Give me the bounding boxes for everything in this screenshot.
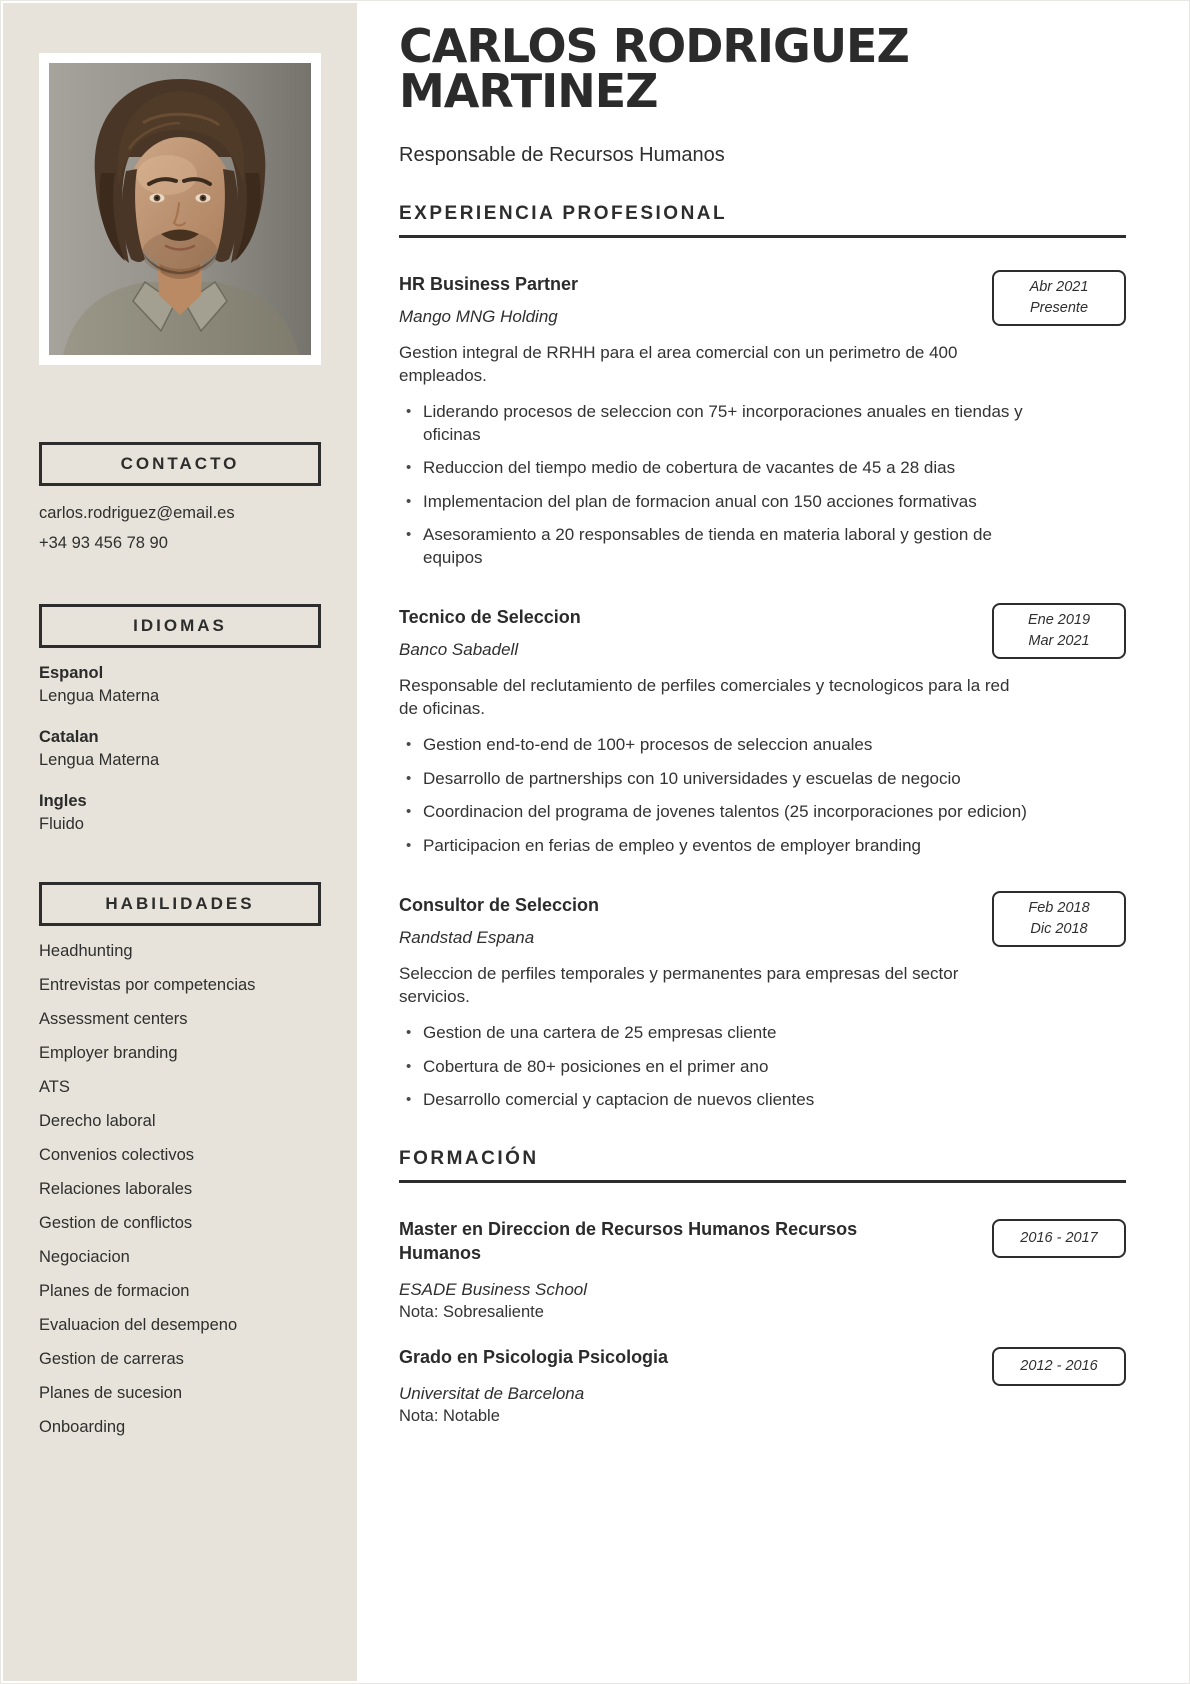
- education-grade: Nota: Sobresaliente: [399, 1302, 544, 1321]
- job-entry: [399, 272, 1126, 569]
- contact-info: [39, 498, 321, 558]
- date-start: Feb 2018: [1028, 900, 1090, 916]
- skill-item: Negociacion: [39, 1248, 130, 1266]
- date-badge: [992, 1219, 1126, 1258]
- languages-heading-box: [39, 604, 321, 648]
- job-title: Consultor de Seleccion: [399, 895, 600, 915]
- date-badge: [992, 1347, 1126, 1386]
- contact-heading: CONTACTO: [120, 454, 240, 473]
- skill-item: Planes de formacion: [39, 1282, 190, 1300]
- skills-list: [39, 940, 321, 1438]
- education-grade: Nota: Notable: [399, 1406, 500, 1425]
- skill-item: Convenios colectivos: [39, 1146, 194, 1164]
- job-title: Tecnico de Seleccion: [399, 607, 581, 627]
- skill-item: Relaciones laborales: [39, 1180, 193, 1198]
- job-bullets: [399, 1022, 1029, 1112]
- job-bullet: • Desarrollo comercial y captacion de nuevos clientes: [399, 1089, 1029, 1112]
- skill-item: Entrevistas por competencias: [39, 976, 256, 994]
- education-school: ESADE Business School: [399, 1279, 588, 1299]
- date-end: Presente: [1029, 300, 1089, 316]
- skill-item: Gestion de carreras: [39, 1350, 184, 1368]
- language-name: Ingles: [39, 792, 87, 810]
- skill-item: Planes de sucesion: [39, 1384, 183, 1402]
- education-school: Universitat de Barcelona: [399, 1383, 585, 1403]
- skills-heading: HABILIDADES: [105, 894, 255, 913]
- job-company: Randstad Espana: [399, 928, 535, 947]
- job-entry: [399, 605, 1126, 857]
- experience-section-heading: EXPERIENCIA PROFESIONAL: [399, 203, 1126, 238]
- date-badge: [992, 891, 1126, 947]
- date-range: 2016 - 2017: [1020, 1229, 1098, 1246]
- date-start: Abr 2021: [1029, 279, 1089, 295]
- languages-list: [39, 662, 321, 836]
- education-title: Master en Direccion de Recursos Humanos Recursos Humanos: [399, 1218, 858, 1263]
- language-level: Lengua Materna: [39, 687, 160, 705]
- education-entry: [399, 1217, 1126, 1323]
- job-summary: Seleccion de perfiles temporales y permanentes para empresas del sector servicios.: [399, 964, 959, 1006]
- skill-item: Onboarding: [39, 1418, 126, 1436]
- job-bullet: • Cobertura de 80+ posiciones en el primer ano: [399, 1056, 1029, 1079]
- education-section-heading: FORMACIÓN: [399, 1148, 1126, 1183]
- language-level: Lengua Materna: [39, 751, 160, 769]
- skill-item: Evaluacion del desempeno: [39, 1316, 238, 1334]
- job-bullet: • Gestion de una cartera de 25 empresas cliente: [399, 1022, 1029, 1045]
- job-title: HR Business Partner: [399, 274, 579, 294]
- job-bullet: • Participacion en ferias de empleo y eventos de employer branding: [399, 835, 1029, 858]
- language-item: [39, 726, 321, 772]
- contact-email: carlos.rodriguez@email.es: [39, 504, 235, 522]
- contact-phone: +34 93 456 78 90: [39, 534, 168, 552]
- language-name: Catalan: [39, 728, 99, 746]
- education-entry: [399, 1345, 1126, 1427]
- job-bullets: [399, 734, 1029, 857]
- skill-item: Gestion de conflictos: [39, 1214, 193, 1232]
- job-entry: [399, 893, 1126, 1112]
- language-level: Fluido: [39, 815, 84, 833]
- languages-heading: IDIOMAS: [133, 616, 227, 635]
- job-bullet: • Desarrollo de partnerships con 10 universidades y escuelas de negocio: [399, 768, 1029, 791]
- page-title: CARLOS RODRIGUEZ MARTINEZ: [399, 19, 909, 118]
- date-end: Mar 2021: [1028, 633, 1090, 649]
- skill-item: ATS: [39, 1078, 70, 1096]
- education-title: Grado en Psicologia Psicologia: [399, 1346, 669, 1367]
- language-item: [39, 790, 321, 836]
- main-content: [399, 0, 1126, 1449]
- job-bullet: • Coordinacion del programa de jovenes talentos (25 incorporaciones por edicion): [399, 801, 1029, 824]
- sidebar: [3, 3, 357, 1681]
- skill-item: Assessment centers: [39, 1010, 188, 1028]
- skill-item: Employer branding: [39, 1044, 178, 1062]
- date-start: Ene 2019: [1027, 612, 1091, 628]
- job-company: Banco Sabadell: [399, 640, 519, 659]
- job-summary: Responsable del reclutamiento de perfiles comerciales y tecnologicos para la red de oficinas.: [399, 676, 1010, 718]
- job-bullet: • Asesoramiento a 20 responsables de tienda en materia laboral y gestion de equipos: [399, 524, 1029, 569]
- skills-heading-box: [39, 882, 321, 926]
- job-bullet: • Implementacion del plan de formacion anual con 150 acciones formativas: [399, 491, 1029, 514]
- date-end: Dic 2018: [1030, 921, 1088, 937]
- language-item: [39, 662, 321, 708]
- date-badge: [992, 270, 1126, 326]
- job-bullet: • Gestion end-to-end de 100+ procesos de seleccion anuales: [399, 734, 1029, 757]
- job-company: Mango MNG Holding: [399, 307, 558, 326]
- contact-heading-box: [39, 442, 321, 486]
- skill-item: Derecho laboral: [39, 1112, 156, 1130]
- job-summary: Gestion integral de RRHH para el area comercial con un perimetro de 400 empleados.: [399, 343, 958, 385]
- portrait-illustration: [49, 63, 311, 355]
- date-badge: [992, 603, 1126, 659]
- skill-item: Headhunting: [39, 942, 133, 960]
- job-bullet: • Liderando procesos de seleccion con 75+ incorporaciones anuales en tiendas y oficinas: [399, 401, 1029, 446]
- job-bullet: • Reduccion del tiempo medio de cobertura de vacantes de 45 a 28 dias: [399, 457, 1029, 480]
- job-title-subtitle: Responsable de Recursos Humanos: [399, 144, 725, 166]
- date-range: 2012 - 2016: [1020, 1357, 1098, 1374]
- job-bullets: [399, 401, 1029, 569]
- language-name: Espanol: [39, 664, 104, 682]
- profile-photo: [39, 53, 321, 365]
